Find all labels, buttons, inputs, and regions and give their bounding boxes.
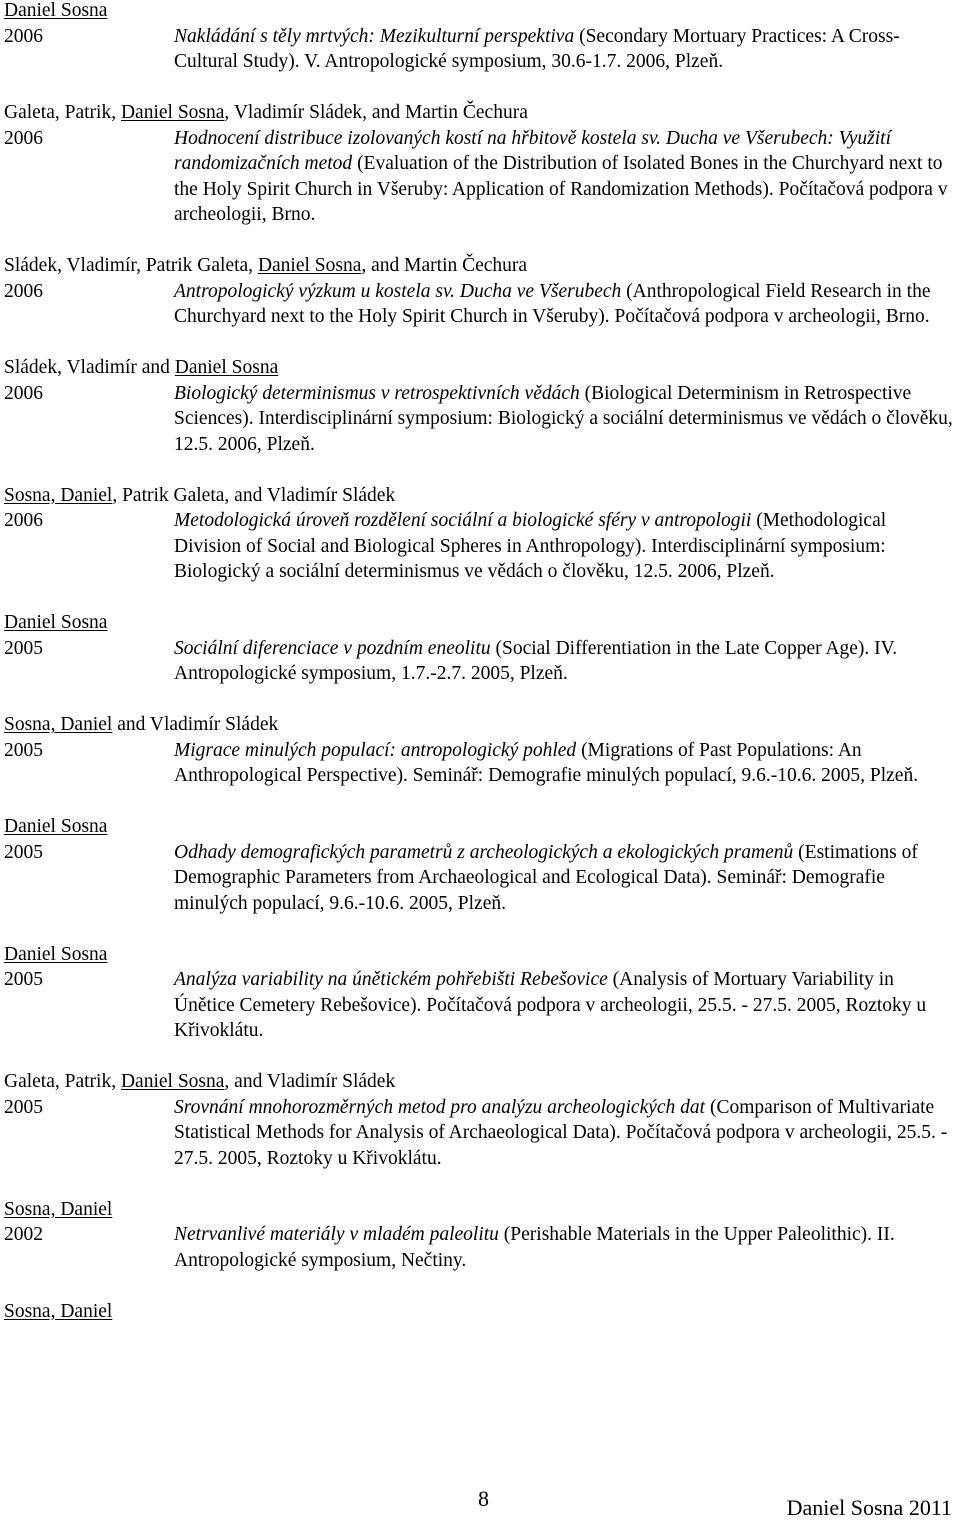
- entry-details: (Estimations of Demographic Parameters from Archaeological and Ecological Data). Seminář: Demografie minulých populací, 9.6.-10.6. 2005, Plzeň.: [174, 841, 918, 914]
- entry-details: (Methodological Division of Social and Biological Spheres in Anthropology). Interdisciplinární symposium: Biologický a sociální determinismus ve vědách o člověku, 12.5. 2006, Plzeň.: [174, 510, 887, 582]
- publication-entry: [4, 814, 956, 916]
- entry-citation: [174, 24, 956, 75]
- publication-entry: [4, 0, 956, 75]
- entry-details: (Social Differentiation in the Late Copper Age). IV. Antropologické symposium, 1.7.-2.7. 2005, Plzeň.: [174, 637, 898, 684]
- entry-authors: [4, 0, 956, 24]
- author-name-highlighted: Sosna, Daniel: [4, 1198, 113, 1220]
- author-text: , Patrik Galeta, and Vladimír Sládek: [112, 484, 396, 506]
- entry-authors: [4, 355, 956, 381]
- author-text: Sládek, Vladimír and: [4, 357, 175, 378]
- entry-year: 2006: [4, 382, 43, 404]
- entry-details: (Comparison of Multivariate Statistical Methods for Analysis of Archaeological Data). Počítačová podpora v archeologii, 25.5. - 27.5. 2005, Roztoky u Křivoklátu.: [174, 1096, 948, 1169]
- entry-authors: [4, 1197, 956, 1223]
- entry-authors: [4, 1069, 956, 1095]
- entry-details: (Migrations of Past Populations: An Anthropological Perspective). Seminář: Demografie minulých populací, 9.6.-10.6. 2005, Plzeň.: [174, 739, 919, 786]
- author-text: Sládek, Vladimír, Patrik Galeta,: [4, 255, 258, 276]
- entry-details: (Secondary Mortuary Practices: A Cross-Cultural Study). V. Antropologické symposium, 30.6-1.7. 2006, Plzeň.: [174, 25, 900, 72]
- publication-list: [4, 0, 956, 1350]
- entry-title: Analýza variability na únětickém pohřebišti Rebešovice: [174, 969, 608, 990]
- author-name-highlighted: Daniel Sosna: [257, 255, 362, 276]
- entry-citation: [174, 636, 956, 687]
- author-text: and Vladimír Sládek: [112, 714, 279, 735]
- page-number: 8: [478, 1486, 489, 1511]
- author-name-highlighted: Daniel Sosna: [4, 0, 108, 21]
- entry-year: 2005: [4, 969, 43, 990]
- entry-authors: [4, 100, 956, 126]
- entry-authors: [4, 814, 956, 840]
- footer-author-year: Daniel Sosna 2011: [786, 1495, 952, 1520]
- publication-entry: [4, 253, 956, 330]
- entry-details: (Biological Determinism in Retrospective Sciences). Interdisciplinární symposium: Biologický a sociální determinismus ve vědách o člověku, 12.5. 2006, Plzeň.: [174, 382, 953, 455]
- entry-authors: [4, 1299, 956, 1325]
- author-text: , Vladimír Sládek, and Martin Čechura: [224, 102, 528, 123]
- entry-year: 2006: [4, 510, 43, 531]
- publication-entry: [4, 100, 956, 228]
- entry-year: 2006: [4, 280, 43, 302]
- entry-details: (Perishable Materials in the Upper Paleolithic). II. Antropologické symposium, Nečtiny.: [174, 1224, 895, 1271]
- entry-title: Sociální diferenciace v pozdním eneolitu: [174, 637, 491, 659]
- entry-year: 2006: [4, 25, 43, 47]
- publication-entry: [4, 1299, 956, 1325]
- author-name-highlighted: Daniel Sosna: [174, 357, 279, 378]
- entry-title: Srovnání mnohorozměrných metod pro analýzu archeologických dat: [174, 1096, 706, 1118]
- entry-row: [4, 738, 956, 789]
- entry-year: 2005: [4, 841, 43, 863]
- entry-row: [4, 508, 956, 585]
- entry-row: [4, 24, 956, 75]
- entry-row: [4, 126, 956, 228]
- publication-entry: [4, 355, 956, 457]
- publication-entry: [4, 712, 956, 789]
- entry-citation: [174, 1095, 956, 1172]
- entry-title: Metodologická úroveň rozdělení sociální a biologické sféry v antropologii: [174, 510, 752, 531]
- entry-title: Hodnocení distribuce izolovaných kostí na hřbitově kostela sv. Ducha ve Všerubech: Využití randomizačních metod: [174, 127, 891, 174]
- entry-title: Odhady demografických parametrů z archeologických a ekologických pramenů: [174, 841, 794, 863]
- publication-entry: [4, 483, 956, 585]
- entry-row: [4, 840, 956, 917]
- entry-citation: [174, 840, 956, 917]
- entry-title: Migrace minulých populací: antropologický pohled: [174, 739, 577, 761]
- entry-row: [4, 279, 956, 330]
- entry-citation: [174, 381, 956, 458]
- entry-details: (Anthropological Field Research in the Churchyard next to the Holy Spirit Church in Všeruby). Počítačová podpora v archeologii, Brno.: [174, 280, 931, 327]
- entry-title: Biologický determinismus v retrospektivních vědách: [174, 382, 580, 404]
- entry-authors: [4, 610, 956, 636]
- author-name-highlighted: Daniel Sosna: [120, 102, 225, 123]
- entry-title: Netrvanlivé materiály v mladém paleolitu: [174, 1224, 499, 1245]
- author-name-highlighted: Sosna, Daniel: [4, 1300, 113, 1322]
- entry-citation: [174, 508, 956, 585]
- publication-entry: [4, 1069, 956, 1171]
- entry-authors: [4, 712, 956, 738]
- author-text: Galeta, Patrik,: [4, 1071, 121, 1092]
- author-name-highlighted: Sosna, Daniel: [4, 484, 113, 506]
- entry-citation: [174, 967, 956, 1044]
- entry-row: [4, 381, 956, 458]
- entry-year: 2005: [4, 739, 43, 761]
- author-text: , and Martin Čechura: [361, 255, 528, 276]
- entry-details: (Evaluation of the Distribution of Isolated Bones in the Churchyard next to the Holy Spirit Church in Všeruby: Application of Randomization Methods). Počítačová podpora v archeologii, Brno.: [174, 153, 948, 225]
- author-name-highlighted: Sosna, Daniel: [4, 714, 113, 735]
- entry-row: [4, 1222, 956, 1273]
- entry-row: [4, 636, 956, 687]
- entry-title: Antropologický výzkum u kostela sv. Ducha ve Všerubech: [174, 280, 622, 302]
- entry-authors: [4, 942, 956, 968]
- entry-year: 2005: [4, 637, 43, 659]
- entry-citation: [174, 738, 956, 789]
- publication-entry: [4, 1197, 956, 1274]
- author-name-highlighted: Daniel Sosna: [4, 612, 108, 633]
- author-name-highlighted: Daniel Sosna: [120, 1071, 225, 1092]
- author-text: Galeta, Patrik,: [4, 102, 121, 123]
- publication-entry: [4, 942, 956, 1044]
- entry-year: 2002: [4, 1224, 43, 1245]
- entry-authors: [4, 253, 956, 279]
- entry-citation: [174, 126, 956, 228]
- entry-citation: [174, 1222, 956, 1273]
- entry-row: [4, 967, 956, 1044]
- entry-details: (Analysis of Mortuary Variability in Únětice Cemetery Rebešovice). Počítačová podpora v archeologii, 25.5. - 27.5. 2005, Roztoky u Křivoklátu.: [174, 969, 927, 1041]
- author-text: , and Vladimír Sládek: [224, 1071, 396, 1092]
- publication-entry: [4, 610, 956, 687]
- entry-row: [4, 1095, 956, 1172]
- author-name-highlighted: Daniel Sosna: [4, 816, 108, 837]
- entry-title: Nakládání s těly mrtvých: Mezikulturní perspektiva: [174, 25, 575, 47]
- entry-authors: [4, 483, 956, 509]
- author-name-highlighted: Daniel Sosna: [4, 943, 108, 965]
- entry-year: 2005: [4, 1096, 43, 1118]
- entry-year: 2006: [4, 127, 43, 149]
- entry-citation: [174, 279, 956, 330]
